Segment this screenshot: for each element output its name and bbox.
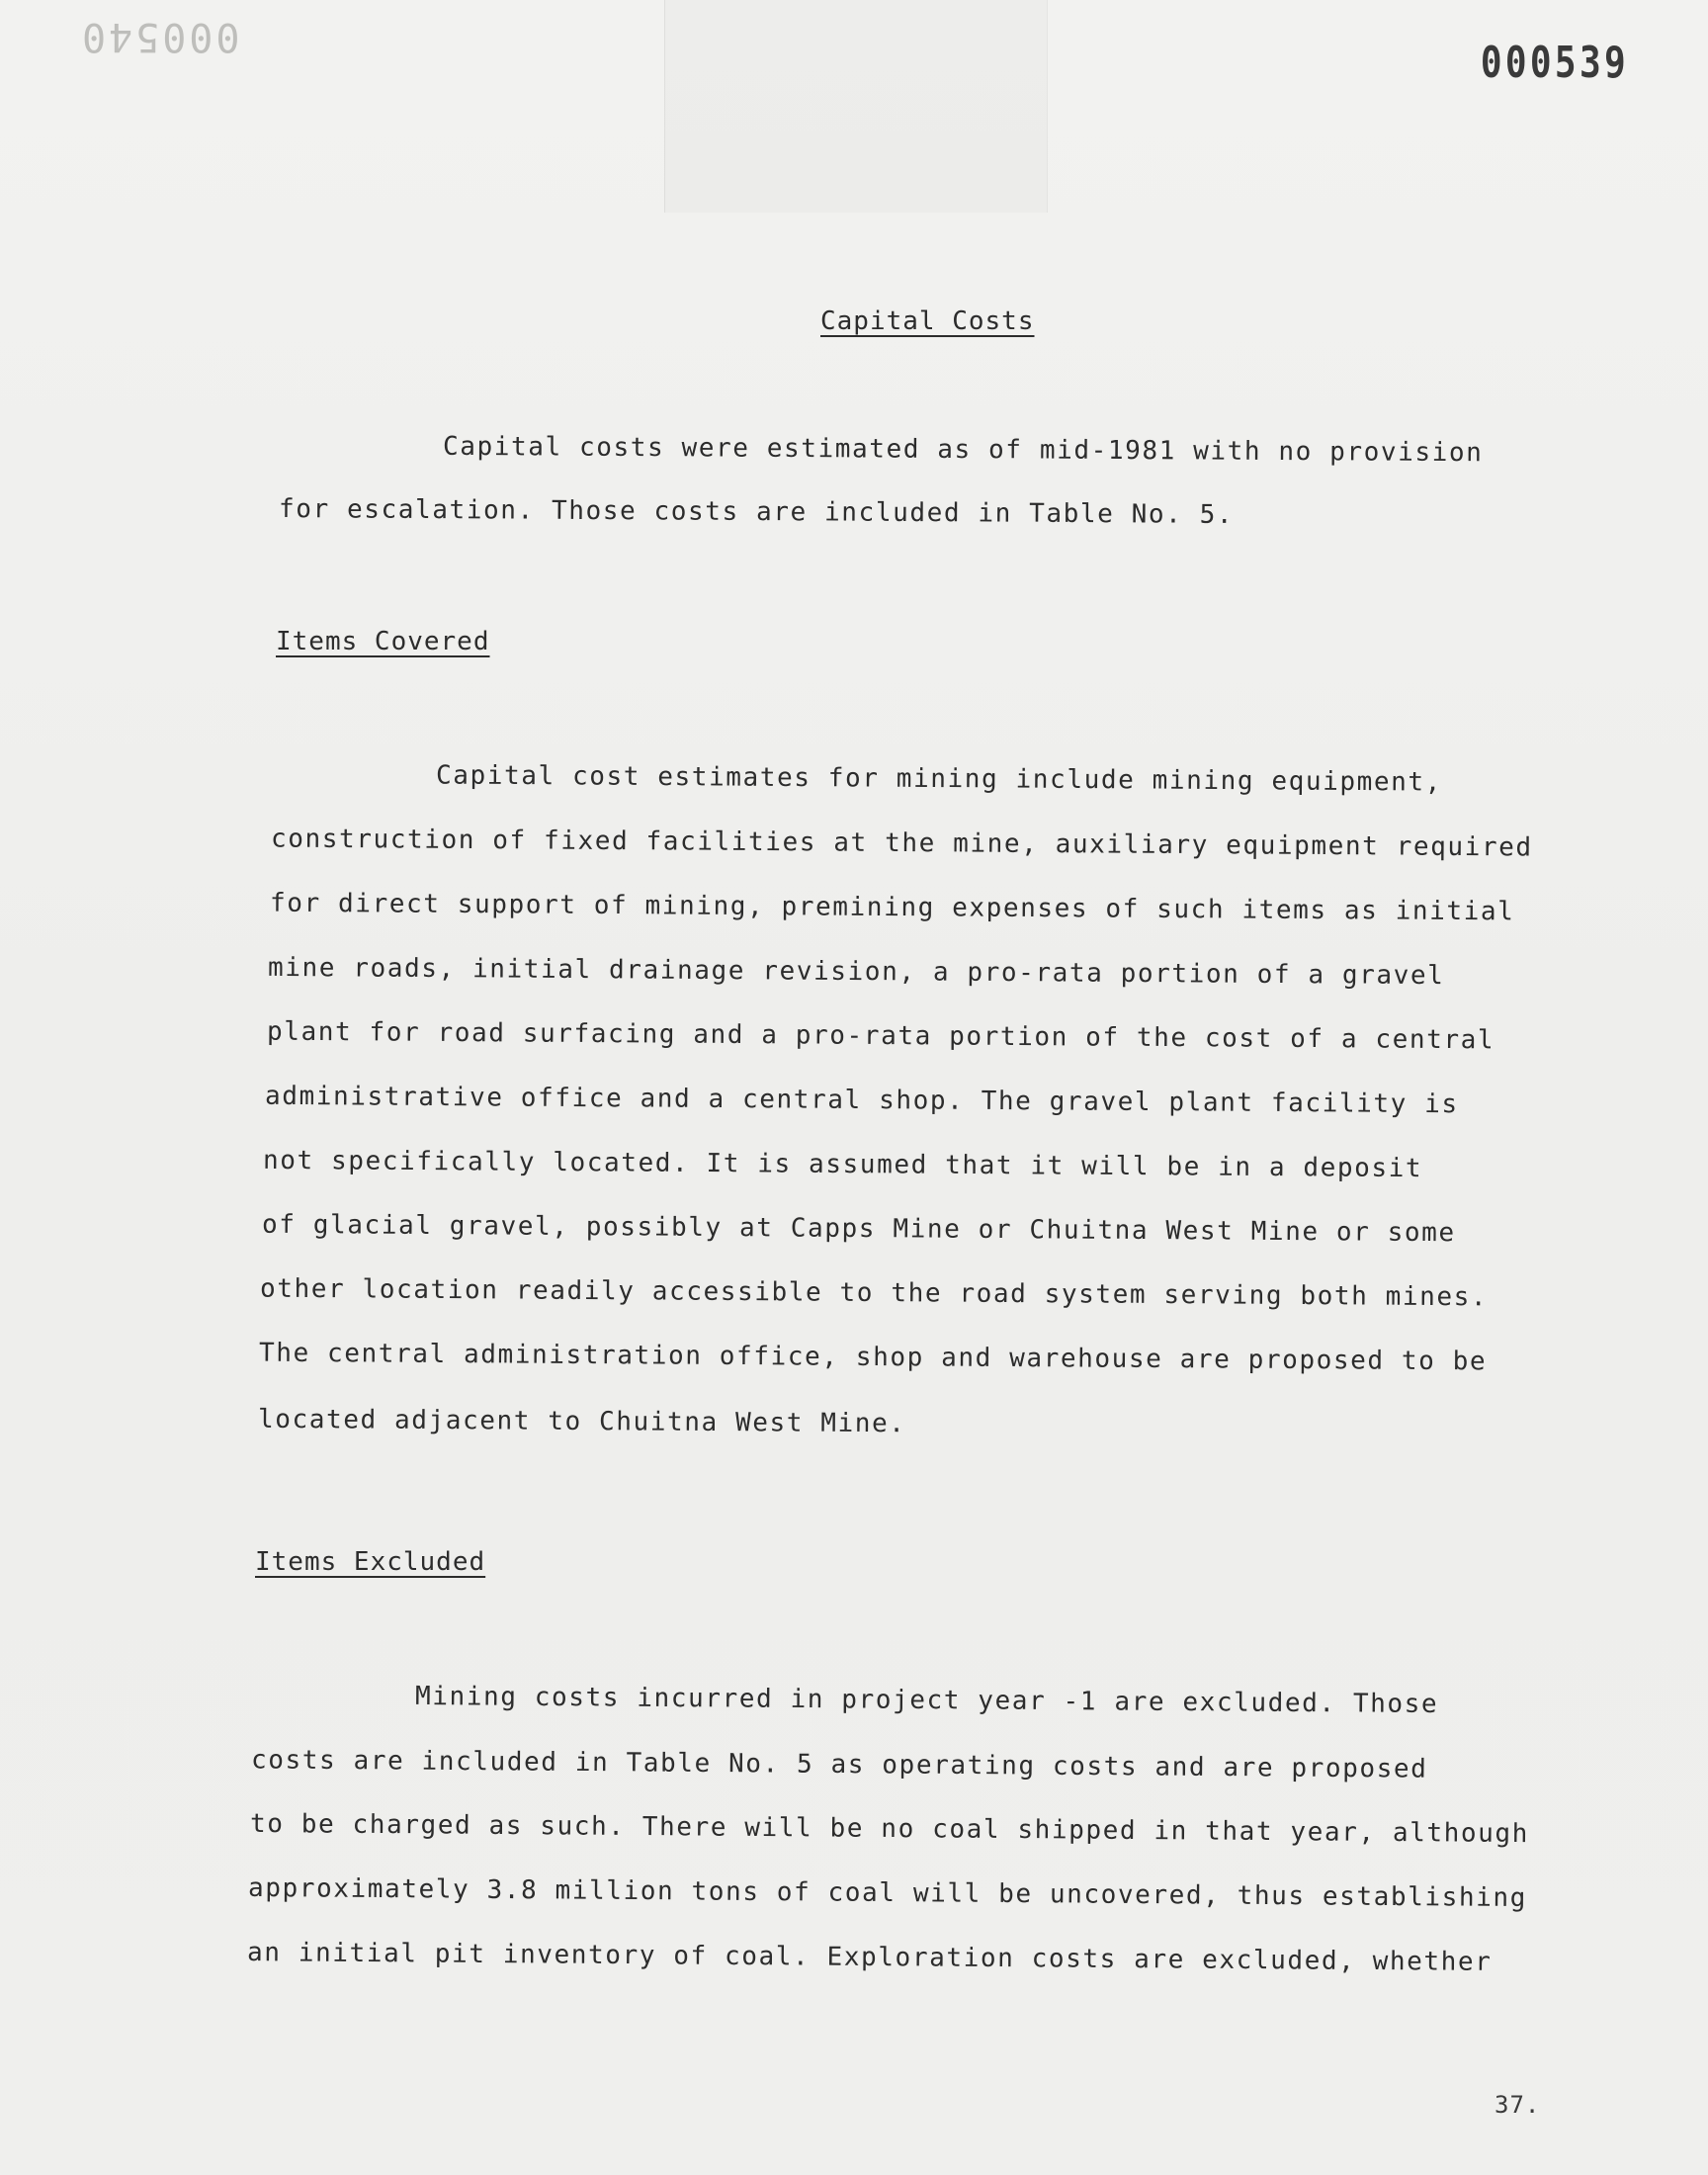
excluded-line: to be charged as such. There will be no coal shipped in that year, although <box>249 1808 1530 1850</box>
items-excluded-heading: Items Excluded <box>255 1547 486 1577</box>
covered-line: construction of fixed facilities at the mine, auxiliary equipment required <box>270 824 1533 863</box>
covered-line: Capital cost estimates for mining include mining equipment, <box>435 760 1443 798</box>
bates-number: 000539 <box>1480 38 1629 88</box>
covered-line: plant for road surfacing and a pro-rata portion of the cost of a central <box>266 1016 1495 1056</box>
bleed-through-box <box>664 0 1048 213</box>
page-title: Capital Costs <box>820 306 1035 336</box>
covered-line: mine roads, initial drainage revision, a pro-rata portion of a gravel <box>267 952 1445 992</box>
ghost-bates-number: 000540 <box>79 14 240 59</box>
items-covered-heading: Items Covered <box>276 627 490 656</box>
covered-line: administrative office and a central shop. The gravel plant facility is <box>264 1081 1459 1120</box>
covered-line: not specifically located. It is assumed that it will be in a deposit <box>262 1145 1423 1184</box>
excluded-line: an initial pit inventory of coal. Exploration costs are excluded, whether <box>246 1938 1493 1977</box>
intro-line: Capital costs were estimated as of mid-1981 with no provision <box>442 431 1484 469</box>
covered-line: other location readily accessible to the road system serving both mines. <box>259 1273 1489 1313</box>
excluded-line: approximately 3.8 million tons of coal will be uncovered, thus establishing <box>247 1872 1528 1914</box>
excluded-line: costs are included in Table No. 5 as operating costs and are proposed <box>250 1745 1428 1784</box>
covered-line: of glacial gravel, possibly at Capps Mine or Chuitna West Mine or some <box>261 1209 1456 1249</box>
excluded-line: Mining costs incurred in project year -1 are excluded. Those <box>414 1681 1439 1720</box>
covered-line: The central administration office, shop and warehouse are proposed to be <box>258 1338 1488 1377</box>
page-number: 37. <box>1494 2091 1541 2119</box>
covered-line: for direct support of mining, premining expenses of such items as initial <box>269 888 1515 927</box>
intro-line: for escalation. Those costs are included in Table No. 5. <box>278 494 1235 530</box>
covered-line: located adjacent to Chuitna West Mine. <box>257 1404 906 1439</box>
